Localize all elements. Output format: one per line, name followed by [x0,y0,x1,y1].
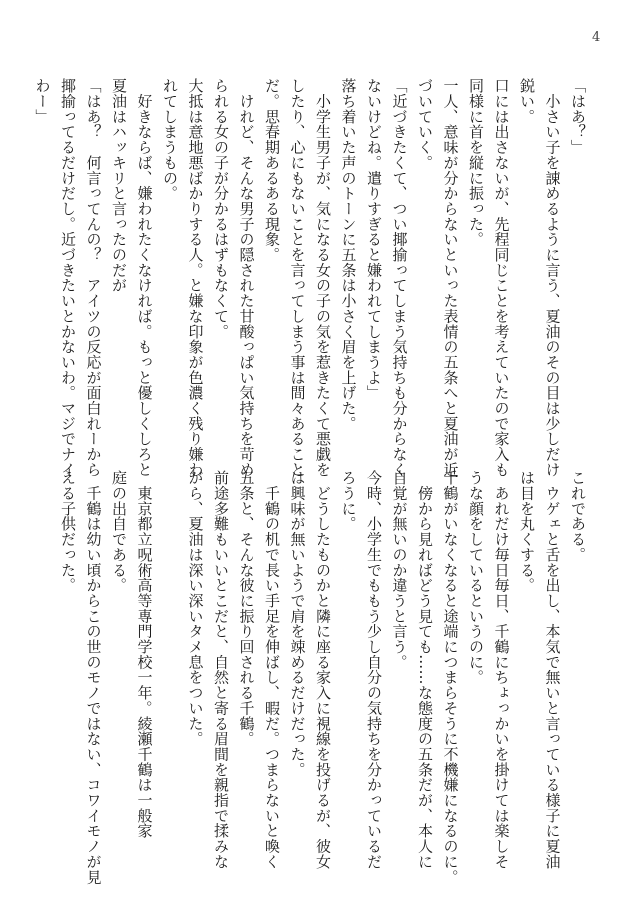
text-line: 今時、小学生でももう少し自分の気持ちを分かっているだ [365,470,383,870]
text-line: これである。 [569,470,587,563]
text-line: うな顔をしているというのに。 [467,470,485,685]
text-line: 小さい子を諌めるように言う、夏油のその目は少しだけ [543,78,562,478]
text-line: 「はあ？ 何言ってんの？ アイツの反応が面白れーから [84,78,103,478]
text-line: 大抵は意地悪ばかりする人。と嫌な印象が色濃く残り嫌わ [186,78,205,478]
text-line: 一人、意味が分からないといった表情の五条へと夏油が近 [441,78,460,478]
text-line: 「近づきたくて、つい揶揄ってしまう気持ちも分からなく [390,78,409,478]
text-line: は目を丸くする。 [518,470,536,593]
text-line: 夏油はハッキリと言ったのだが [110,78,128,293]
text-line: 同様に首を縦に振った。 [467,78,485,247]
text-line: 好きならば、嫌われたくなければ。もっと優しくしろと [135,78,154,478]
text-line: 落ち着いた声のトーンに五条は小さく眉を上げた。 [339,78,358,432]
text-line: あれだけ毎日毎日、千鶴にちょっかいを掛けては楽しそ [492,470,511,870]
text-line: 前途多難もいいとこだと、自然と寄る眉間を親指で揉みな [212,470,230,870]
text-line: 自覚が無いのか違うと言う。 [390,470,409,670]
text-line: 千鶴の机で長い手足を伸ばし、暇だ。つまらないと喚く [263,470,281,870]
text-line: 小学生男子が、気になる女の子の気を惹きたくて悪戯を [314,78,332,478]
page-number: 4 [592,30,601,45]
text-line: 「はあ？」 [569,78,587,155]
text-line: どうしたものかと隣に座る家入に視線を投げるが、彼女 [314,470,332,870]
text-line: える子供だった。 [59,470,77,593]
text-line: 千鶴は幼い頃からこの世のモノではない、コワイモノが見 [84,470,103,885]
blank-line [157,470,183,850]
text-line: 庭の出自である。 [110,470,128,593]
text-line: 五条と、そんな彼に振り回される千鶴。 [237,470,256,747]
text-line: 鋭い。 [518,78,536,125]
text-line: だ。思春期あるある現象。 [263,78,281,263]
text-line: ウゲェと舌を出し、本気で無いと言っている様子に夏油 [543,470,562,870]
text-line: ろうに。 [339,470,358,532]
text-line: がら、夏油は深い深いタメ息をついた。 [186,470,205,747]
text-line: 東京都立呪術高等専門学校一年。綾瀬千鶴は一般家 [135,470,154,839]
text-line: 口には出さないが、先程同じことを考えていたので家入も [492,78,511,478]
text-line: づいていく。 [416,78,434,171]
text-line: 揶揄ってるだけだし。近づきたいとかないわ。マジでナイ [59,78,77,478]
bottom-text-block [59,470,590,885]
top-text-block [33,78,590,478]
text-line: したり、心にもないことを言ってしまう事は間々あること [288,78,307,478]
text-line: 傍から見ればどう見ても……な態度の五条だが、本人に [416,470,434,870]
text-line: 千鶴がいなくなると途端につまらそうに不機嫌になるのに。 [441,470,460,885]
text-line: わー」 [33,78,52,125]
text-line: は興味が無いようで肩を竦めるだけだった。 [288,470,307,777]
text-line: けれど、そんな男子の隠された甘酸っぱい気持ちを苛め [237,78,256,478]
text-line: れてしまうもの。 [161,78,179,201]
text-line: られる女の子が分かるはずもなくて。 [212,78,230,339]
text-line: ないけどね。遣りすぎると嫌われてしまうよ」 [365,78,383,401]
